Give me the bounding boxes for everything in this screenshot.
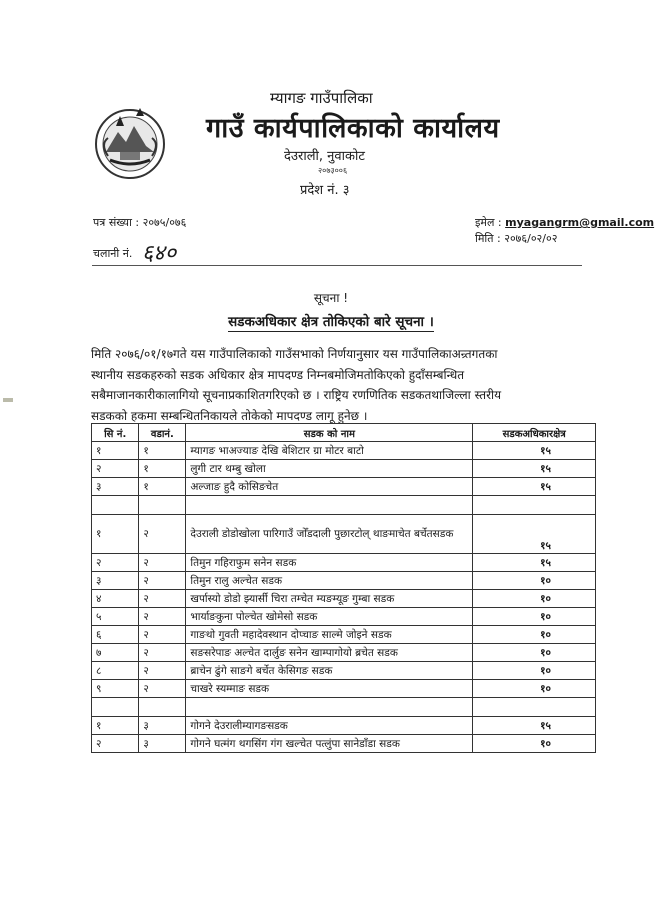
cell-road-name: तिमुन गहिराफुम सनेन सडक [186, 554, 473, 572]
province: प्रदेश नं. ३ [300, 183, 350, 198]
cell-width: १५ [473, 478, 596, 496]
col-header-sn: सि नं. [92, 424, 139, 442]
cell-width: १० [473, 608, 596, 626]
table-row [92, 717, 596, 735]
cell-width: १५ [473, 515, 596, 554]
cell-width: १० [473, 735, 596, 753]
municipality-name: म्यागङ गाउँपालिका [270, 89, 373, 107]
cell-sn: ३ [92, 572, 139, 590]
table-row [92, 515, 596, 554]
cell-ward: २ [139, 608, 186, 626]
cell-road-name: चाखरे स्यम्माङ सडक [186, 680, 473, 698]
table-row [92, 608, 596, 626]
dispatch-number [93, 234, 176, 264]
table-row [92, 442, 596, 460]
cell-road-name: लुगी टार थम्बु खोला [186, 460, 473, 478]
cell-road-name: म्यागङ भाअज्याङ देखि बेशिटार ग्रा मोटर बाटो [186, 442, 473, 460]
cell-width: १० [473, 590, 596, 608]
notice-body [91, 344, 583, 426]
cell-ward: २ [139, 626, 186, 644]
table-row [92, 680, 596, 698]
cell-ward: ३ [139, 735, 186, 753]
cell-ward [139, 496, 186, 515]
cell-road-name: ब्राचेन ढुंगे साङगे बर्चेत केसिगङ सडक [186, 662, 473, 680]
col-header-row-width: सडकअधिकारक्षेत्र [473, 424, 596, 442]
cell-road-name [186, 496, 473, 515]
cell-width: १० [473, 626, 596, 644]
cell-width: १५ [473, 717, 596, 735]
established-year: २०७३००६ [318, 166, 348, 175]
table-row [92, 644, 596, 662]
cell-width: १० [473, 680, 596, 698]
table-row-spacer [92, 698, 596, 717]
dispatch-number-handwritten: ६४० [141, 241, 177, 266]
notice-body-line: सडकको हकमा सम्बन्धितनिकायले तोकेको मापदण्ड लागू हुनेछ । [91, 408, 368, 423]
table-row [92, 735, 596, 753]
office-location: देउराली, नुवाकोट [284, 149, 365, 164]
cell-ward [139, 698, 186, 717]
notice-body-line: मिति २०७६/०१/१७गते यस गाउँपालिकाको गाउँसभाको निर्णयानुसार यस गाउँपालिकाअन्र्तगतका [91, 347, 498, 361]
table-row [92, 626, 596, 644]
cell-ward: २ [139, 554, 186, 572]
cell-sn [92, 698, 139, 717]
cell-ward: ३ [139, 717, 186, 735]
cell-width: १० [473, 644, 596, 662]
cell-sn: ६ [92, 626, 139, 644]
road-right-of-way-table [91, 423, 596, 753]
cell-sn: २ [92, 735, 139, 753]
notice-subject [0, 312, 662, 330]
cell-road-name: गोगने घत्मंग थगसिंग गंग खल्चेत पत्लुंपा सानेडाँडा सडक [186, 735, 473, 753]
dispatch-label: चलानी नं. [93, 247, 133, 260]
cell-sn: १ [92, 717, 139, 735]
cell-road-name: सङसरेपाङ अल्चेत दार्लुङ सनेन खाम्पागोयो ब्रचेत सडक [186, 644, 473, 662]
cell-road-name [186, 698, 473, 717]
cell-ward: १ [139, 460, 186, 478]
scan-edge-mark [3, 398, 13, 402]
table-row [92, 460, 596, 478]
col-header-road-name: सडक को नाम [186, 424, 473, 442]
office-name: गाउँ कार्यपालिकाको कार्यालय [206, 113, 500, 144]
header-divider [92, 265, 582, 266]
cell-ward: २ [139, 644, 186, 662]
cell-road-name: भार्याङकुना पोल्चेत खोमेसो सडक [186, 608, 473, 626]
table-row [92, 478, 596, 496]
cell-width: १० [473, 662, 596, 680]
cell-road-name: गाङथो गुवती महादेवस्थान दोप्चाङ साल्मे जोइने सडक [186, 626, 473, 644]
notice-title: सूचना ! [313, 291, 349, 305]
notice-body-line: स्थानीय सडकहरुको सडक अधिकार क्षेत्र मापदण्ड निम्नबमोजिमतोकिएको हुदाँसम्बन्धित [91, 367, 465, 382]
email-line [475, 215, 654, 230]
notice-body-line: सबैमाजानकारीकालागियो सूचनाप्रकाशितगरिएको छ । राष्ट्रिय रणणितिक सडकतथाजिल्ला स्तरीय [91, 388, 502, 402]
nepal-emblem-icon [90, 102, 170, 182]
cell-road-name: अल्जाङ हुदै कोसिङचेत [186, 478, 473, 496]
table-row [92, 572, 596, 590]
letter-date: मिति : २०७६/०२/०२ [475, 232, 558, 245]
letter-number: पत्र संख्या : २०७५/०७६ [93, 216, 187, 229]
cell-width: १५ [473, 442, 596, 460]
cell-width [473, 698, 596, 717]
cell-sn [92, 496, 139, 515]
cell-sn: ३ [92, 478, 139, 496]
cell-road-name: खर्पास्यो डोडो झ्यार्सी चिरा तम्चेत म्यङम्यूङ गुम्बा सडक [186, 590, 473, 608]
cell-width [473, 496, 596, 515]
cell-ward: २ [139, 515, 186, 554]
table-row [92, 662, 596, 680]
cell-ward: १ [139, 478, 186, 496]
cell-sn: १ [92, 442, 139, 460]
table-row [92, 590, 596, 608]
cell-ward: १ [139, 442, 186, 460]
cell-road-name: तिमुन रालु अल्चेत सडक [186, 572, 473, 590]
cell-sn: ९ [92, 680, 139, 698]
cell-sn: २ [92, 554, 139, 572]
cell-sn: ४ [92, 590, 139, 608]
cell-width: १० [473, 572, 596, 590]
cell-sn: ७ [92, 644, 139, 662]
table-header-row [92, 424, 596, 442]
cell-width: १५ [473, 554, 596, 572]
cell-sn: १ [92, 515, 139, 554]
cell-sn: ५ [92, 608, 139, 626]
col-header-ward: वडानं. [139, 424, 186, 442]
cell-road-name: देउराली डोडोखोला पारिगाउँ जोँडदाली पुछारटोल् थाङमाचेत बर्चेतसडक [186, 515, 473, 554]
cell-road-name: गोगने देउरालीम्यागङसडक [186, 717, 473, 735]
notice-subject-text: सडकअधिकार क्षेत्र तोकिएको बारे सूचना । [228, 314, 434, 330]
email-link[interactable]: myagangrm@gmail.com [505, 216, 655, 229]
cell-ward: २ [139, 680, 186, 698]
cell-ward: २ [139, 572, 186, 590]
table-row [92, 554, 596, 572]
table-row-spacer [92, 496, 596, 515]
cell-sn: ८ [92, 662, 139, 680]
cell-ward: २ [139, 590, 186, 608]
cell-width: १५ [473, 460, 596, 478]
cell-ward: २ [139, 662, 186, 680]
cell-sn: २ [92, 460, 139, 478]
email-label: इमेल : [475, 216, 502, 229]
